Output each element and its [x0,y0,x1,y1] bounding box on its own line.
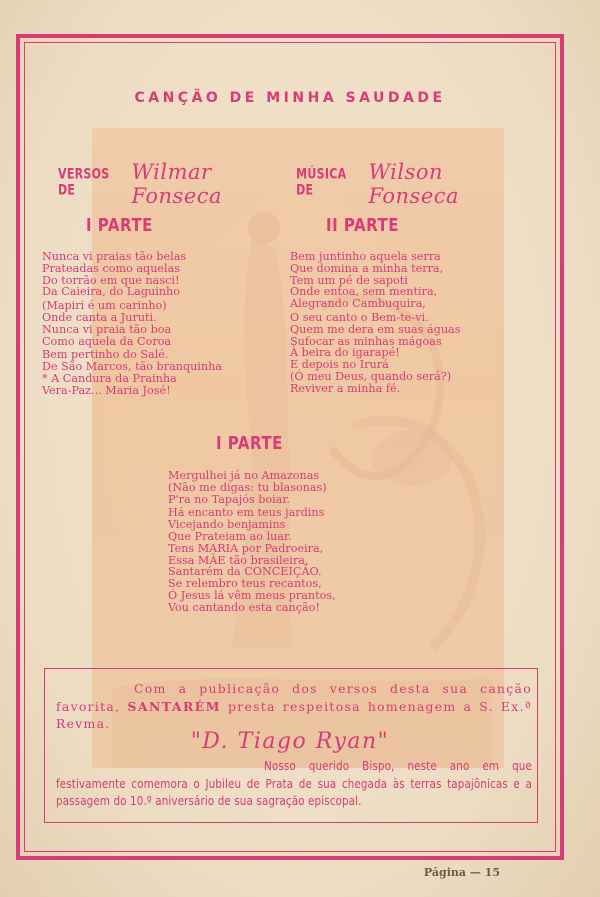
verse-line: E depois no Irurá [290,358,389,372]
part-one-heading: I PARTE [86,214,153,236]
verse-line: Sufocar as minhas mágoas [290,334,442,348]
part-three-heading: I PARTE [216,432,283,454]
bishop-name: "D. Tiago Ryan" [190,729,390,754]
part-one-verse [42,251,222,397]
music-author: Wilson Fonseca [368,160,460,208]
verse-line: Que domina a minha terra, [290,261,444,275]
verse-line: Bem juntinho aquela serra [290,250,441,263]
verse-line: Onde canta a Juruti. [42,310,157,324]
verse-line: Há encanto em teus jardins [168,506,325,520]
dedication-text-before: Com a publicação dos versos desta sua canção favorita, [56,681,532,714]
song-credits [58,160,528,208]
verse-line: Essa MÃE tão brasileira, [168,553,309,567]
verse-line: Do torrão em que nasci! [42,273,180,287]
verse-line: Como aquela da Coroa [42,334,172,348]
verse-line: (Mapiri é um carinho) [42,299,167,313]
verse-line: Mergulhei já no Amazonas [168,469,320,482]
verse-line: Se relembro teus recantos, [168,577,322,591]
verse-line: Vou cantando esta canção! [168,600,320,614]
verse-line: Que Prateiam ao luar. [168,529,292,543]
dedication-text [56,680,532,733]
santarem-name: SANTARÉM [127,698,221,714]
dedication-text-after: presta respeitosa homenagem a S. Ex.ª Revma. [56,698,532,731]
verse-line: À beira do igarapé! [290,346,400,360]
verse-line: Vera-Paz... Maria José! [42,383,171,397]
verse-line: Bem pertinho do Salé. [42,348,169,362]
verse-line: Alegrando Cambuquira, [290,297,426,311]
verse-line: Quem me dera em suas águas [290,322,461,336]
verse-line: P'ra no Tapajós boiar. [168,492,291,506]
verse-line: Da Caieira, do Laguinho [42,285,180,299]
verse-line: Reviver a minha fé. [290,381,401,395]
page-number: Página — 15 [423,866,500,879]
part-two-verse [290,251,460,395]
verse-line: Prateadas como aquelas [42,261,181,275]
verse-line: De São Marcos, tão branquinha [42,360,222,374]
verse-line: Tem um pé de sapoti [290,273,408,287]
verses-label: VERSOS DE [58,165,110,199]
verse-line: Nunca vi praia tão boa [42,322,172,336]
verses-author: Wilmar Fonseca [131,160,223,208]
verse-line: Ó Jesus lá vêm meus prantos, [168,588,336,602]
verse-line: * A Candura da Prainha [42,371,177,385]
verses-credit [58,160,296,208]
music-label: MÚSICA DE [296,165,347,199]
verse-line: Vicejando benjamins [168,518,286,532]
verse-line: Onde entoa, sem mentira, [290,285,438,299]
verse-line: (Ó meu Deus, quando será?) [290,369,452,383]
music-credit [296,160,528,208]
part-three-verse [168,470,336,614]
verse-line: O seu canto o Bem-te-vi. [290,310,429,324]
verse-line: (Não me digas: tu blasonas) [168,480,327,494]
part-two-heading: II PARTE [326,214,399,236]
verse-line: Nunca vi praias tão belas [42,250,187,263]
dedication-note [56,758,532,810]
verse-line: Tens MARIA por Padroeira, [168,541,324,555]
dedication-note-text: Nosso querido Bispo, neste ano em que festivamente comemora o Jubileu de Prata de sua chegada às terras tapajônicas e a passagem do 10.º aniversário de sua sagração episcopal. [56,759,532,809]
song-title: CANÇÃO DE MINHA SAUDADE [134,90,446,106]
verse-line: Santarém da CONCEIÇÃO. [168,565,322,579]
